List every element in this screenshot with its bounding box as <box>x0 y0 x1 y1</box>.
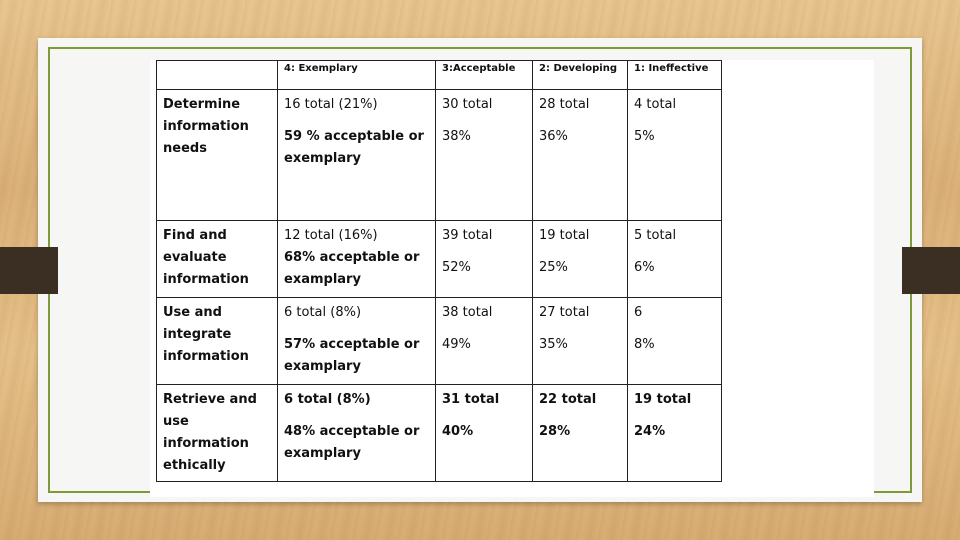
ineffective-total: 6 <box>634 305 643 320</box>
developing-cell <box>533 90 628 221</box>
right-decorative-tab <box>902 247 960 294</box>
table-row <box>157 385 722 482</box>
criterion-cell: Determine information needs <box>157 90 278 221</box>
acceptable-total: 31 total <box>442 392 500 407</box>
ineffective-cell <box>628 221 722 298</box>
ineffective-pct: 6% <box>634 260 655 275</box>
developing-pct: 36% <box>539 129 568 144</box>
acceptable-cell <box>436 385 533 482</box>
header-acceptable: 3:Acceptable <box>436 61 533 90</box>
acceptable-pct: 52% <box>442 260 471 275</box>
exemplary-total: 12 total (16%) <box>284 228 378 243</box>
left-decorative-tab <box>0 247 58 294</box>
exemplary-note: 68% acceptable or examplary <box>284 250 420 287</box>
acceptable-total: 39 total <box>442 228 493 243</box>
exemplary-note: 59 % acceptable or exemplary <box>284 129 424 166</box>
acceptable-cell <box>436 90 533 221</box>
developing-pct: 35% <box>539 337 568 352</box>
table-row <box>157 90 722 221</box>
ineffective-cell <box>628 298 722 385</box>
developing-cell <box>533 221 628 298</box>
header-cell-empty <box>157 61 278 90</box>
acceptable-pct: 49% <box>442 337 471 352</box>
ineffective-cell <box>628 90 722 221</box>
acceptable-pct: 38% <box>442 129 471 144</box>
acceptable-cell <box>436 298 533 385</box>
exemplary-note: 57% acceptable or examplary <box>284 337 420 374</box>
ineffective-total: 5 total <box>634 228 677 243</box>
ineffective-cell <box>628 385 722 482</box>
exemplary-note: 48% acceptable or examplary <box>284 424 420 461</box>
developing-total: 19 total <box>539 228 590 243</box>
exemplary-cell <box>278 221 436 298</box>
header-ineffective: 1: Ineffective <box>628 61 722 90</box>
table-row <box>157 221 722 298</box>
exemplary-total: 6 total (8%) <box>284 305 362 320</box>
header-exemplary: 4: Exemplary <box>278 61 436 90</box>
exemplary-cell <box>278 385 436 482</box>
developing-cell <box>533 298 628 385</box>
developing-total: 22 total <box>539 392 597 407</box>
ineffective-total: 19 total <box>634 392 692 407</box>
developing-total: 27 total <box>539 305 590 320</box>
criterion-cell: Retrieve and use information ethically <box>157 385 278 482</box>
developing-pct: 28% <box>539 424 571 439</box>
exemplary-cell <box>278 90 436 221</box>
acceptable-pct: 40% <box>442 424 474 439</box>
acceptable-cell <box>436 221 533 298</box>
ineffective-pct: 8% <box>634 337 655 352</box>
rubric-results-table <box>156 60 722 482</box>
criterion-cell: Find and evaluate information <box>157 221 278 298</box>
table-row <box>157 298 722 385</box>
exemplary-cell <box>278 298 436 385</box>
table-header-row <box>157 61 722 90</box>
acceptable-total: 38 total <box>442 305 493 320</box>
developing-cell <box>533 385 628 482</box>
ineffective-pct: 5% <box>634 129 655 144</box>
exemplary-total: 16 total (21%) <box>284 97 378 112</box>
exemplary-total: 6 total (8%) <box>284 392 371 407</box>
developing-pct: 25% <box>539 260 568 275</box>
ineffective-pct: 24% <box>634 424 666 439</box>
acceptable-total: 30 total <box>442 97 493 112</box>
ineffective-total: 4 total <box>634 97 677 112</box>
developing-total: 28 total <box>539 97 590 112</box>
header-developing: 2: Developing <box>533 61 628 90</box>
criterion-cell: Use and integrate information <box>157 298 278 385</box>
